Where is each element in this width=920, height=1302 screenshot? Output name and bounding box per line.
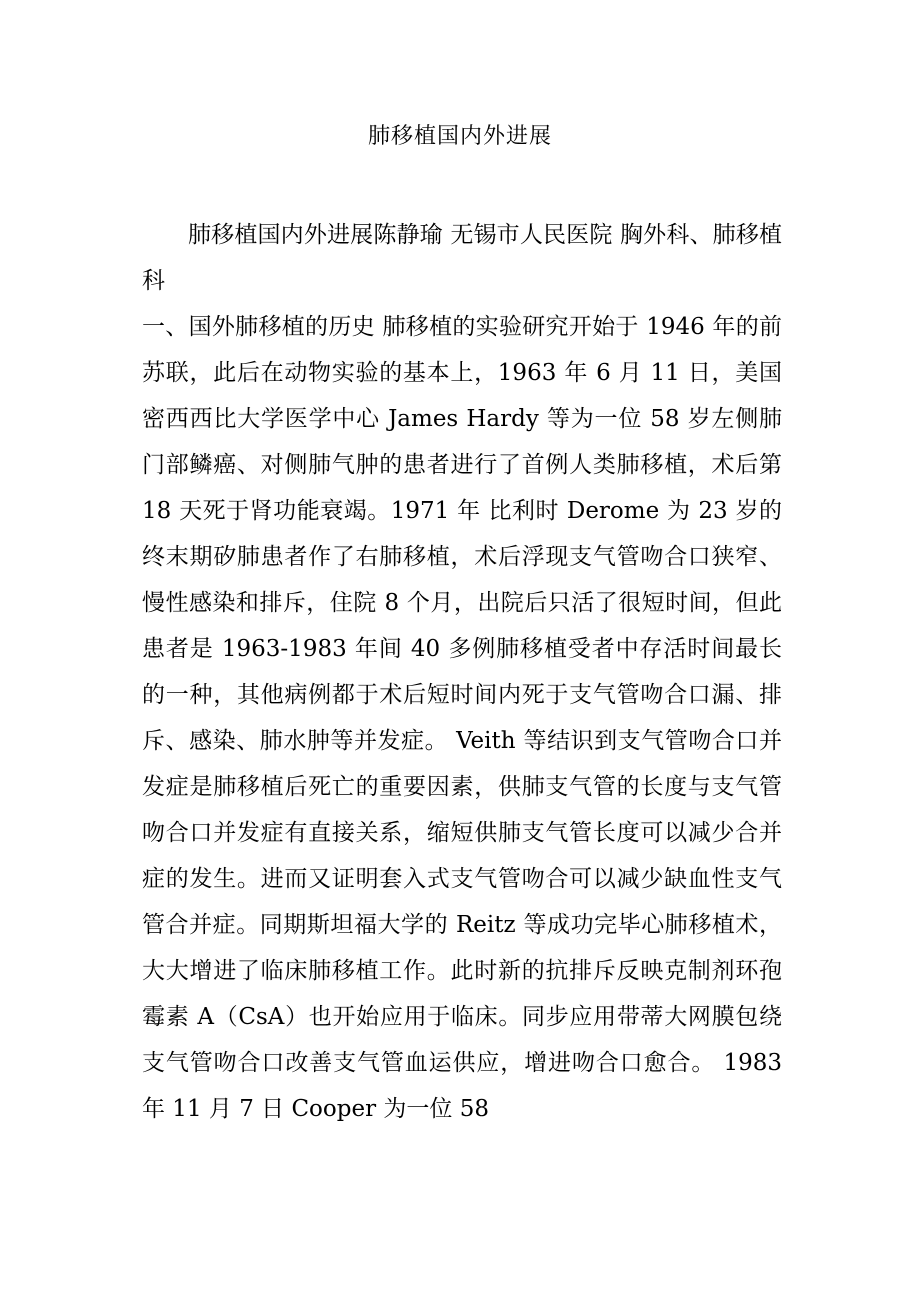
paragraph-history: 一、国外肺移植的历史 肺移植的实验研究开始于 1946 年的前苏联，此后在动物实验的基本上，1963 年 6 月 11 日，美国密西西比大学医学中心 James Hardy 等为一位 58 岁左侧肺门部鳞癌、对侧肺气肿的患者进行了首例人类肺移植，术后第 18 天死于肾功能衰竭。1971 年 比利时 Derome 为 23 岁的终末期矽肺患者作了右肺移植，术后浮现支气管吻合口狭窄、慢性感染和排斥，住院 8 个月，出院后只活了很短时间，但此患者是 1963-1983 年间 40 多例肺移植受者中存活时间最长的一种，其他病例都于术后短时间内死于支气管吻合口漏、排斥、感染、肺水肿等并发症。 Veith 等结识到支气管吻合口并发症是肺移植后死亡的重要因素，供肺支气管的长度与支气管吻合口并发症有直接关系，缩短供肺支气管长度可以减少合并症的发生。进而又证明套入式支气管吻合可以减少缺血性支气管合并症。同期斯坦福大学的 Reitz 等成功完毕心肺移植术，大大增进了临床肺移植工作。此时新的抗排斥反映克制剂环孢霉素 A（CsA）也开始应用于临床。同步应用带蒂大网膜包绕支气管吻合口改善支气管血运供应，增进吻合口愈合。 1983 年 11 月 7 日 Cooper 为一位 58 [142, 314, 782, 1122]
paragraph-author-line: 肺移植国内外进展陈静瑜 无锡市人民医院 胸外科、肺移植科 [142, 222, 782, 294]
document-title: 肺移植国内外进展 [367, 124, 552, 149]
